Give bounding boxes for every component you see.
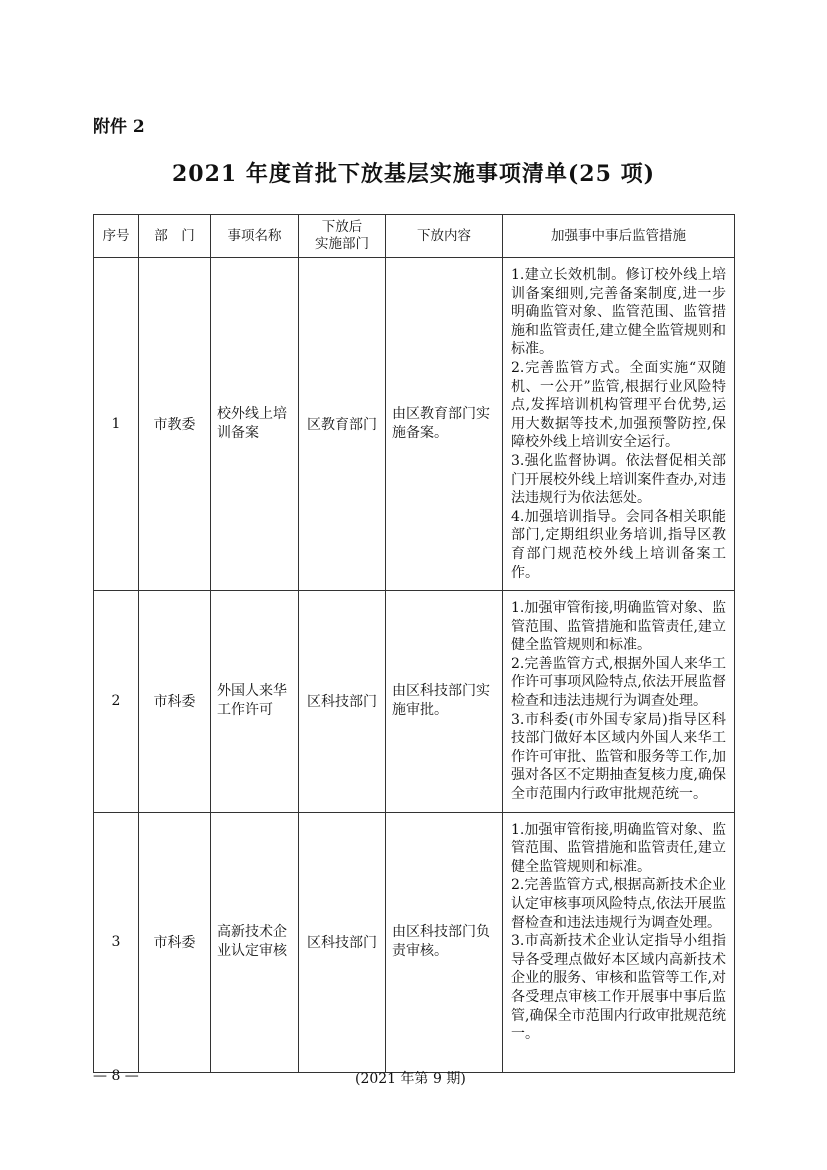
measure-item: 1.加强审管衔接,明确监管对象、监管范围、监管措施和监管责任,建立健全监管规则和标准。 (511, 821, 726, 875)
implementing-department: 区科技部门 (299, 591, 386, 813)
items-table (93, 214, 735, 1073)
measure-item: 2.完善监管方式,根据高新技术企业认定审核事项风险特点,依法开展监督检查和违法违规行为调查处理。 (511, 877, 726, 931)
department: 市科委 (139, 812, 211, 1072)
delegated-content: 由区科技部门实施审批。 (386, 591, 503, 813)
column-header: 序号 (94, 215, 139, 258)
delegated-content: 由区教育部门实施备案。 (386, 258, 503, 591)
measure-item: 1.加强审管衔接,明确监管对象、监管范围、监管措施和监管责任,建立健全监管规则和标准。 (511, 600, 726, 654)
implementing-department: 区教育部门 (299, 258, 386, 591)
column-header: 事项名称 (211, 215, 299, 258)
supervision-measures (503, 258, 735, 591)
issue-label: (2021 年第 9 期) (355, 1071, 466, 1087)
row-number: 3 (94, 812, 139, 1072)
item-name: 校外线上培训备案 (211, 258, 299, 591)
column-header: 下放内容 (386, 215, 503, 258)
table-row (94, 812, 735, 1072)
attachment-label: 附件 2 (93, 117, 145, 137)
implementing-department: 区科技部门 (299, 812, 386, 1072)
measure-item: 4.加强培训指导。会同各相关职能部门,定期组织业务培训,指导区教育部门规范校外线上培训备案工作。 (511, 508, 726, 581)
measure-item: 3.强化监督协调。依法督促相关部门开展校外线上培训案件查办,对违法违规行为依法惩处。 (511, 452, 726, 507)
item-name: 外国人来华工作许可 (211, 591, 299, 813)
table-row (94, 591, 735, 813)
row-number: 1 (94, 258, 139, 591)
page-number: — 8 — (93, 1068, 139, 1084)
measure-item: 2.完善监管方式。全面实施“双随机、一公开”监管,根据行业风险特点,发挥培训机构管理平台优势,运用大数据等技术,加强预警防控,保障校外线上培训安全运行。 (511, 359, 726, 451)
table-row (94, 258, 735, 591)
page-title: 2021 年度首批下放基层实施事项清单(25 项) (172, 161, 655, 187)
row-number: 2 (94, 591, 139, 813)
measure-item: 2.完善监管方式,根据外国人来华工作许可事项风险特点,依法开展监督检查和违法违规行为调查处理。 (511, 655, 726, 710)
delegated-content: 由区科技部门负责审核。 (386, 812, 503, 1072)
item-name: 高新技术企业认定审核 (211, 812, 299, 1072)
supervision-measures (503, 812, 735, 1072)
department: 市教委 (139, 258, 211, 591)
measure-item: 1.建立长效机制。修订校外线上培训备案细则,完善备案制度,进一步明确监管对象、监管范围、监管措施和监管责任,建立健全监管规则和标准。 (511, 267, 726, 358)
column-header: 下放后 实施部门 (299, 215, 386, 258)
column-header: 加强事中事后监管措施 (503, 215, 735, 258)
measure-item: 3.市科委(市外国专家局)指导区科技部门做好本区域内外国人来华工作许可审批、监管和服务等工作,加强对各区不定期抽查复核力度,确保全市范围内行政审批规范统一。 (511, 711, 726, 803)
measure-item: 3.市高新技术企业认定指导小组指导各受理点做好本区域内高新技术企业的服务、审核和监管等工作,对各受理点审核工作开展事中事后监管,确保全市范围内行政审批规范统一。 (511, 933, 726, 1043)
column-header: 部 门 (139, 215, 211, 258)
department: 市科委 (139, 591, 211, 813)
supervision-measures (503, 591, 735, 813)
